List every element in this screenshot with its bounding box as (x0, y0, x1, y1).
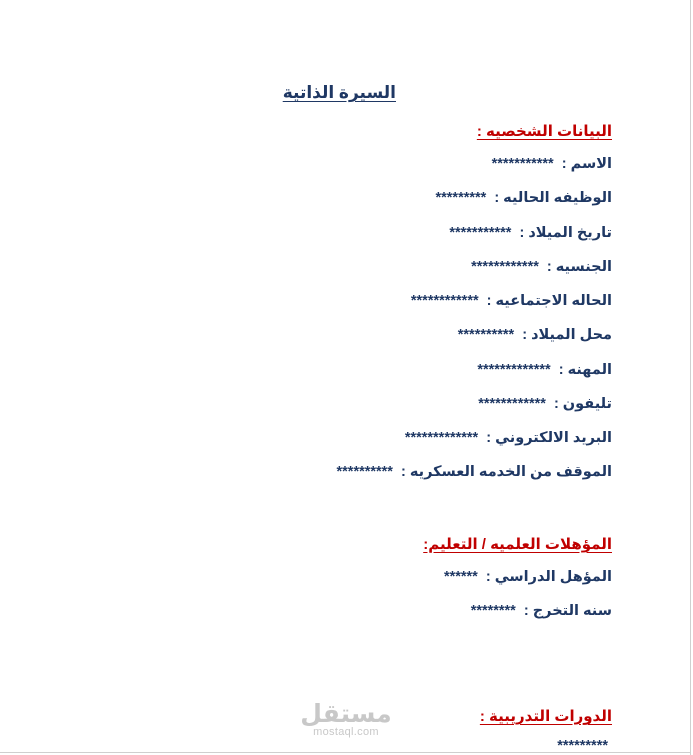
birth-place-label: محل الميلاد : (522, 327, 612, 343)
degree-label: المؤهل الدراسي : (485, 569, 612, 585)
marital-status-row (152, 293, 612, 309)
birth-date-row (152, 225, 612, 241)
nationality-label: الجنسيه : (546, 259, 612, 275)
degree-row (152, 569, 612, 585)
nationality-value: ************ (471, 259, 539, 275)
current-job-value: ********* (435, 190, 487, 206)
phone-value: ************ (478, 396, 546, 412)
marital-status-value: ************ (410, 293, 479, 309)
current-job-row (152, 190, 612, 206)
training-courses-row (152, 738, 612, 754)
degree-value: ****** (443, 569, 478, 585)
birth-date-label: تاريخ الميلاد : (519, 225, 612, 241)
mostaql-url: mostaql.com (313, 726, 379, 738)
mostaql-logo: مستقل (300, 699, 392, 728)
birth-place-row (152, 327, 612, 343)
page-edge-right (690, 0, 691, 755)
phone-label: تليفون : (553, 396, 612, 412)
birth-date-value: *********** (449, 225, 512, 241)
profession-row (152, 362, 612, 378)
current-job-label: الوظيفه الحاليه : (494, 190, 612, 206)
graduation-year-label: سنه التخرج : (523, 603, 612, 619)
phone-row (152, 396, 612, 412)
training-courses-value: ********* (557, 738, 608, 754)
birth-place-value: ********** (457, 327, 515, 343)
email-label: البريد الالكتروني : (486, 430, 612, 446)
graduation-year-row (152, 603, 612, 619)
name-value: *********** (491, 156, 554, 172)
name-label: الاسم : (561, 156, 612, 172)
profession-value: ************* (477, 362, 551, 378)
document-title: السيرة الذاتية (282, 83, 396, 102)
military-status-row (52, 464, 612, 480)
training-courses-heading: الدورات التدريبية : (479, 708, 612, 725)
military-status-label: الموقف من الخدمه العسكريه : (400, 464, 612, 480)
mostaql-watermark (300, 700, 392, 738)
graduation-year-value: ******** (470, 603, 516, 619)
education-heading: المؤهلات العلميه / التعليم: (423, 536, 612, 553)
military-status-value: ********** (336, 464, 393, 480)
personal-data-heading: البيانات الشخصيه : (476, 123, 612, 140)
nationality-row (152, 259, 612, 275)
profession-label: المهنه : (558, 362, 612, 378)
email-value: ************* (404, 430, 479, 446)
email-row (152, 430, 612, 446)
name-row (152, 156, 612, 172)
marital-status-label: الحاله الاجتماعيه : (486, 293, 612, 309)
